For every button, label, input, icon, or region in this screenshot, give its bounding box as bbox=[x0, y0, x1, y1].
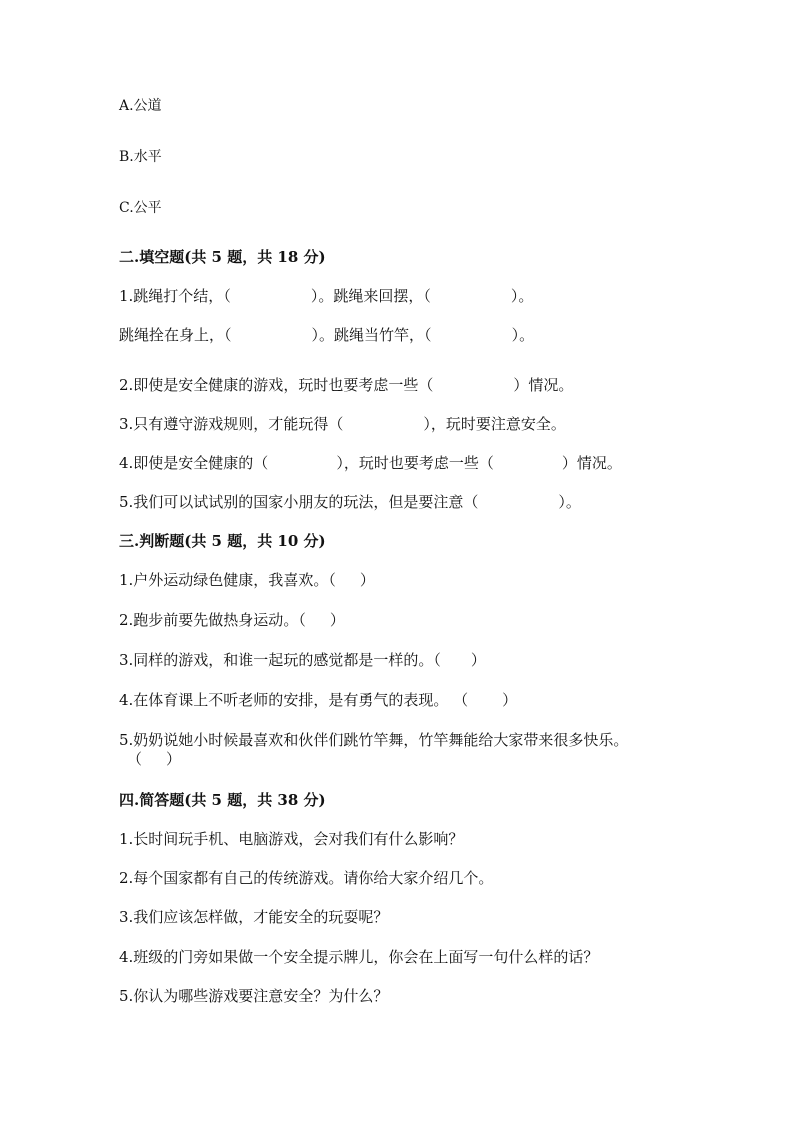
question-text: 3.只有遵守游戏规则，才能玩得（ bbox=[119, 415, 344, 433]
blank-close: ） bbox=[470, 651, 486, 669]
judge-question-5-answer bbox=[127, 749, 181, 769]
judge-question-2 bbox=[119, 610, 345, 630]
section-3-heading: 三.判断题(共 5 题，共 10 分) bbox=[119, 532, 326, 550]
question-text: 2.跑步前要先做热身运动。（ bbox=[119, 611, 306, 629]
blank-open: （ bbox=[127, 750, 143, 768]
answer-blank[interactable] bbox=[336, 584, 360, 585]
question-text: ）。 bbox=[558, 493, 581, 511]
blank-close: ） bbox=[329, 611, 345, 629]
question-text: 5.我们可以试试别的国家小朋友的玩法，但是要注意（ bbox=[119, 493, 479, 511]
question-text: 1.跳绳打个结， bbox=[119, 287, 224, 305]
short-answer-question-2: 2.每个国家都有自己的传统游戏。请你给大家介绍几个。 bbox=[119, 869, 494, 887]
answer-blank[interactable] bbox=[433, 389, 513, 390]
blank-open: （ bbox=[423, 287, 431, 305]
answer-blank[interactable] bbox=[478, 506, 558, 507]
judge-question-5: 5.奶奶说她小时候最喜欢和伙伴们跳竹竿舞，竹竿舞能给大家带来很多快乐。 bbox=[119, 731, 629, 749]
question-text: 2.即使是安全健康的游戏，玩时也要考虑一些（ bbox=[119, 376, 434, 394]
question-text: ），玩时也要考虑一些（ bbox=[336, 454, 494, 472]
answer-blank[interactable] bbox=[343, 428, 423, 429]
answer-blank[interactable] bbox=[306, 624, 330, 625]
option-a: A.公道 bbox=[119, 98, 162, 114]
fill-question-1-line-2 bbox=[119, 325, 534, 345]
judge-question-3 bbox=[119, 650, 486, 670]
answer-blank[interactable] bbox=[432, 339, 512, 340]
answer-blank[interactable] bbox=[231, 300, 311, 301]
blank-close: ） bbox=[166, 750, 182, 768]
short-answer-question-4: 4.班级的门旁如果做一个安全提示牌儿，你会在上面写一句什么样的话？ bbox=[119, 948, 599, 966]
fill-question-5 bbox=[119, 492, 581, 512]
question-text: ）。 bbox=[511, 326, 535, 344]
option-b: B.水平 bbox=[119, 149, 162, 165]
answer-blank[interactable] bbox=[232, 339, 312, 340]
question-text: 4.即使是安全健康的（ bbox=[119, 454, 269, 472]
short-answer-question-1: 1.长时间玩手机、电脑游戏，会对我们有什么影响？ bbox=[119, 830, 464, 848]
question-text: ）情况。 bbox=[561, 454, 622, 472]
question-text: 3.同样的游戏，和谁一起玩的感觉都是一样的。（ bbox=[119, 651, 441, 669]
question-text: 跳绳拴在身上， bbox=[119, 326, 225, 344]
section-2-heading: 二.填空题(共 5 题，共 18 分) bbox=[119, 248, 326, 266]
answer-blank[interactable] bbox=[268, 467, 336, 468]
option-c: C.公平 bbox=[119, 200, 162, 216]
short-answer-question-5: 5.你认为哪些游戏要注意安全？为什么？ bbox=[119, 987, 389, 1005]
blank-open: （ bbox=[424, 326, 432, 344]
section-4-heading: 四.简答题(共 5 题，共 38 分) bbox=[119, 791, 326, 809]
judge-question-4 bbox=[119, 690, 517, 710]
judge-question-1 bbox=[119, 570, 375, 590]
question-text: ）。 bbox=[510, 287, 534, 305]
question-text: ）。跳绳当竹竿， bbox=[311, 326, 425, 344]
answer-blank[interactable] bbox=[441, 664, 471, 665]
short-answer-question-3: 3.我们应该怎样做，才能安全的玩耍呢？ bbox=[119, 908, 389, 926]
question-text: ），玩时要注意安全。 bbox=[423, 415, 566, 433]
question-text: ）。跳绳来回摆， bbox=[310, 287, 424, 305]
fill-question-2 bbox=[119, 375, 573, 395]
blank-open: （ bbox=[224, 326, 232, 344]
fill-question-3 bbox=[119, 414, 566, 434]
blank-open: （ bbox=[223, 287, 231, 305]
question-text: ）情况。 bbox=[513, 376, 574, 394]
blank-close: ） bbox=[502, 691, 518, 709]
answer-blank[interactable] bbox=[494, 467, 562, 468]
fill-question-4 bbox=[119, 453, 622, 473]
question-text: 1.户外运动绿色健康，我喜欢。（ bbox=[119, 571, 336, 589]
blank-close: ） bbox=[359, 571, 375, 589]
answer-blank[interactable] bbox=[431, 300, 511, 301]
fill-question-1-line-1 bbox=[119, 286, 533, 306]
answer-blank[interactable] bbox=[142, 763, 166, 764]
question-text: 4.在体育课上不听老师的安排，是有勇气的表现。 （ bbox=[119, 691, 469, 709]
answer-blank[interactable] bbox=[468, 704, 502, 705]
